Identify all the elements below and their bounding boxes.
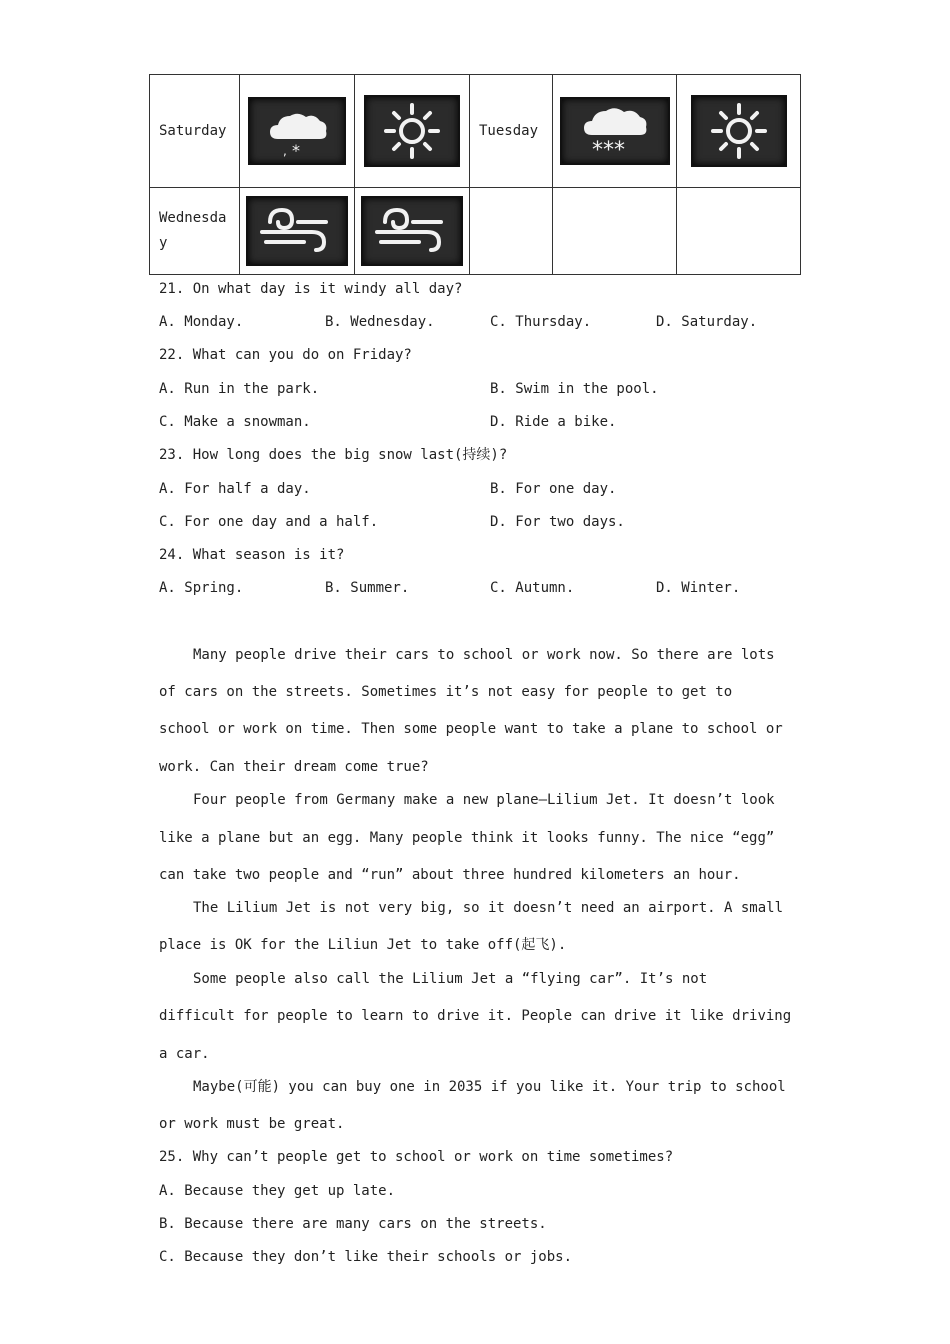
weather-cell bbox=[240, 75, 355, 188]
windy-icon bbox=[246, 196, 348, 266]
day-label: Saturday bbox=[159, 122, 227, 139]
option-d[interactable]: D. Saturday. bbox=[656, 314, 758, 330]
option-a[interactable]: A. Because they get up late. bbox=[159, 1183, 396, 1199]
option-d[interactable]: D. For two days. bbox=[490, 514, 625, 530]
paragraph-2-line: can take two people and “run” about three hundred kilometers an hour. bbox=[159, 867, 741, 883]
empty-cell bbox=[677, 188, 801, 275]
option-c[interactable]: C. Autumn. bbox=[490, 580, 575, 596]
question-22: 22. What can you do on Friday? bbox=[159, 347, 412, 363]
day-cell-wednesday bbox=[150, 188, 240, 275]
svg-text:*: * bbox=[292, 141, 300, 160]
question-24: 24. What season is it? bbox=[159, 547, 345, 563]
option-a[interactable]: A. Spring. bbox=[159, 580, 244, 596]
option-c[interactable]: C. Because they don’t like their schools or jobs. bbox=[159, 1249, 573, 1265]
sunny-icon bbox=[691, 95, 787, 167]
option-a[interactable]: A. For half a day. bbox=[159, 481, 311, 497]
option-b[interactable]: B. For one day. bbox=[490, 481, 617, 497]
svg-text:***: *** bbox=[591, 138, 625, 163]
day-cell-tuesday bbox=[470, 75, 553, 188]
question-25: 25. Why can’t people get to school or work on time sometimes? bbox=[159, 1149, 674, 1165]
heavy-snow-icon bbox=[560, 97, 670, 165]
day-label-wrap: y bbox=[159, 235, 168, 251]
empty-cell bbox=[553, 188, 677, 275]
day-label: Wednesda bbox=[159, 210, 227, 226]
question-21: 21. On what day is it windy all day? bbox=[159, 281, 463, 297]
paragraph-1-line: school or work on time. Then some people want to take a plane to school or bbox=[159, 721, 783, 737]
option-c[interactable]: C. Thursday. bbox=[490, 314, 592, 330]
day-cell-saturday bbox=[150, 75, 240, 188]
snow-light-icon bbox=[248, 97, 346, 165]
weather-table bbox=[149, 74, 801, 275]
option-d[interactable]: D. Winter. bbox=[656, 580, 741, 596]
option-d[interactable]: D. Ride a bike. bbox=[490, 414, 617, 430]
empty-cell bbox=[470, 188, 553, 275]
paragraph-1-line: Many people drive their cars to school or work now. So there are lots bbox=[193, 647, 775, 663]
option-b[interactable]: B. Swim in the pool. bbox=[490, 381, 659, 397]
option-b[interactable]: B. Because there are many cars on the streets. bbox=[159, 1216, 547, 1232]
option-c[interactable]: C. Make a snowman. bbox=[159, 414, 311, 430]
option-b[interactable]: B. Summer. bbox=[325, 580, 410, 596]
paragraph-4-line: a car. bbox=[159, 1046, 210, 1062]
paragraph-5-line: Maybe(可能) you can buy one in 2035 if you like it. Your trip to school bbox=[193, 1079, 786, 1095]
option-a[interactable]: A. Run in the park. bbox=[159, 381, 320, 397]
svg-text:,: , bbox=[283, 144, 287, 158]
paragraph-3-line: place is OK for the Liliun Jet to take off(起飞). bbox=[159, 937, 567, 953]
paragraph-2-line: Four people from Germany make a new plane—Lilium Jet. It doesn’t look bbox=[193, 792, 775, 808]
paragraph-3-line: The Lilium Jet is not very big, so it doesn’t need an airport. A small bbox=[193, 900, 784, 916]
weather-cell bbox=[553, 75, 677, 188]
paragraph-2-line: like a plane but an egg. Many people think it looks funny. The nice “egg” bbox=[159, 830, 775, 846]
question-23: 23. How long does the big snow last(持续)? bbox=[159, 447, 508, 463]
paragraph-4-line: difficult for people to learn to drive it. People can drive it like driving bbox=[159, 1008, 792, 1024]
paragraph-5-line: or work must be great. bbox=[159, 1116, 345, 1132]
option-a[interactable]: A. Monday. bbox=[159, 314, 244, 330]
paragraph-4-line: Some people also call the Lilium Jet a “flying car”. It’s not bbox=[193, 971, 708, 987]
paragraph-1-line: work. Can their dream come true? bbox=[159, 759, 429, 775]
weather-cell bbox=[355, 75, 470, 188]
option-b[interactable]: B. Wednesday. bbox=[325, 314, 435, 330]
day-label: Tuesday bbox=[479, 122, 539, 139]
windy-icon bbox=[361, 196, 463, 266]
sunny-icon bbox=[364, 95, 460, 167]
weather-cell bbox=[677, 75, 801, 188]
paragraph-1-line: of cars on the streets. Sometimes it’s not easy for people to get to bbox=[159, 684, 733, 700]
weather-cell bbox=[355, 188, 470, 275]
option-c[interactable]: C. For one day and a half. bbox=[159, 514, 379, 530]
weather-cell bbox=[240, 188, 355, 275]
